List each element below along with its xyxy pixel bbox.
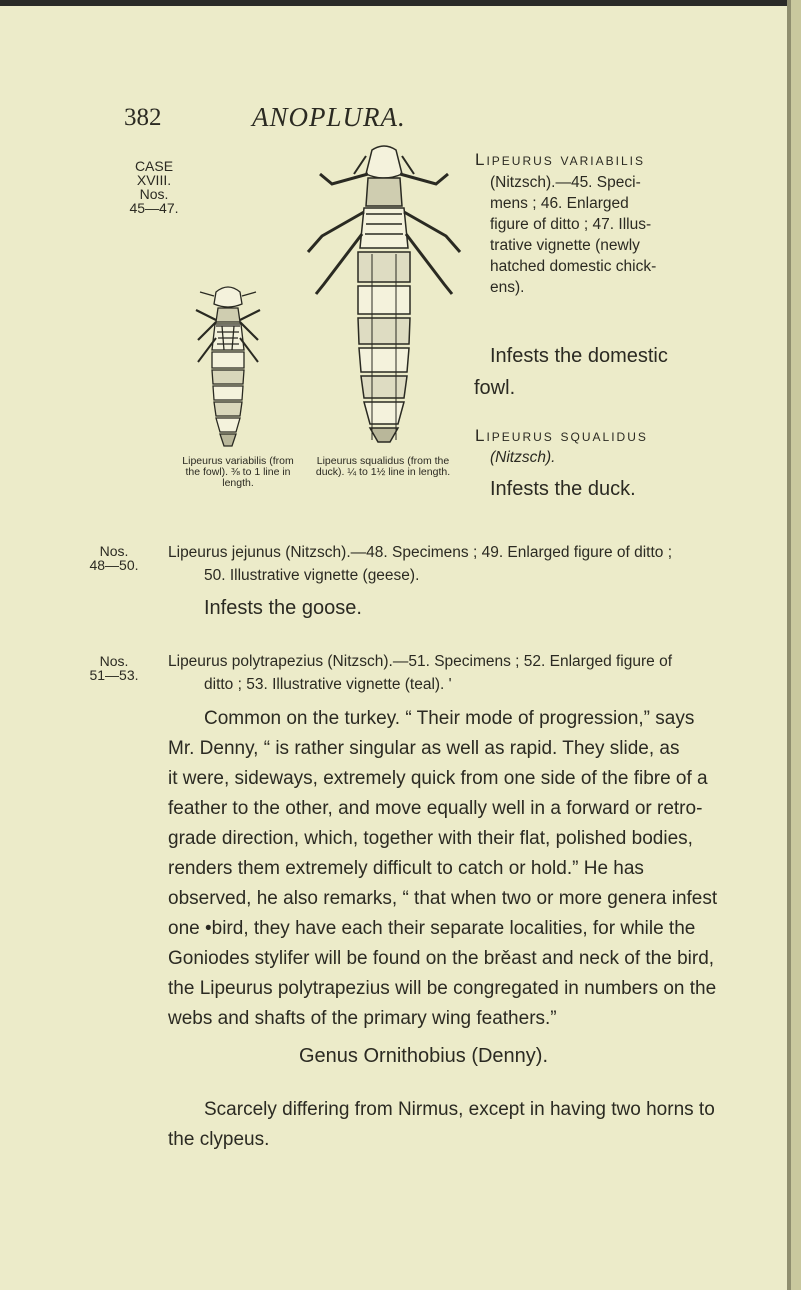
body-line: Goniodes stylifer will be found on the brěast and neck of the bird, (168, 948, 715, 969)
entry-polytrapezius-line1: Lipeurus polytrapezius (Nitzsch).—51. Specimens ; 52. Enlarged figure of (168, 653, 672, 670)
figure-caption-squalidus (310, 456, 456, 478)
margin-note-51-53 (88, 654, 140, 682)
entry-line: figure of ditto ; 47. Illus- (490, 216, 652, 233)
entry-jejunus-line1: Lipeurus jejunus (Nitzsch).—48. Specimens ; 49. Enlarged figure of ditto ; (168, 544, 673, 561)
lipeurus-variabilis-figure (188, 280, 268, 455)
body-line: Scarcely differing from Nirmus, except in having two horns to (204, 1099, 715, 1120)
body-line: grade direction, which, together with their flat, polished bodies, (168, 828, 693, 849)
margin-line: Nos. (99, 543, 129, 559)
caption-line: Lipeurus squalidus (from the (316, 455, 450, 467)
margin-line: Nos. (99, 653, 129, 669)
body-line: Common on the turkey. “ Their mode of progression,” says (204, 708, 695, 729)
margin-line: 48—50. (89, 557, 139, 573)
entry-line: (Nitzsch).—45. Speci- (490, 174, 641, 191)
body-line: renders them extremely difficult to catch or hold.” He has (168, 858, 644, 879)
margin-note-48-50 (88, 544, 140, 572)
margin-line: Nos. (139, 186, 169, 202)
body-line: Mr. Denny, “ is rather singular as well as rapid. They slide, as (168, 738, 680, 759)
entry-title-variabilis: Lipeurus variabilis (475, 150, 645, 169)
body-line: feather to the other, and move equally well in a forward or retro- (168, 798, 703, 819)
entry-author-squalidus: (Nitzsch). (490, 449, 556, 466)
entry-title-squalidus: Lipeurus squalidus (475, 426, 648, 445)
infests-variabilis-2: fowl. (474, 377, 516, 399)
genus-heading-ornithobius: Genus Ornithobius (Denny). (299, 1045, 549, 1067)
margin-note-case (126, 159, 182, 215)
running-head: ANOPLURA. (252, 102, 406, 132)
entry-text-variabilis (490, 172, 740, 298)
caption-line: duck). ¼ to 1½ line in length. (315, 466, 451, 478)
top-border (0, 0, 801, 6)
body-line: webs and shafts of the primary wing feathers.” (168, 1008, 557, 1029)
body-line: it were, sideways, extremely quick from one side of the fibre of a (168, 768, 708, 789)
body-line: one •bird, they have each their separate localities, for while the (168, 918, 696, 939)
ornithobius-paragraph (168, 1095, 736, 1155)
caption-line: the fowl). ⅜ to 1 line in length. (185, 466, 291, 489)
page-edge-shadow (787, 0, 791, 1290)
margin-line: CASE (134, 158, 174, 174)
entry-line: ens). (490, 279, 525, 296)
entry-line: hatched domestic chick- (490, 258, 657, 275)
entry-line: mens ; 46. Enlarged (490, 195, 629, 212)
entry-line: trative vignette (newly (490, 237, 640, 254)
body-line: the Lipeurus polytrapezius will be congregated in numbers on the (168, 978, 717, 999)
figure-caption-variabilis (172, 456, 304, 489)
infests-jejunus: Infests the goose. (204, 597, 362, 619)
polytrapezius-paragraph (168, 704, 736, 1034)
lipeurus-squalidus-figure (276, 144, 492, 448)
body-line: the clypeus. (168, 1129, 270, 1150)
margin-line: XVIII. (136, 172, 172, 188)
entry-polytrapezius-line2: ditto ; 53. Illustrative vignette (teal). ' (204, 676, 452, 693)
entry-jejunus-line2: 50. Illustrative vignette (geese). (204, 567, 420, 584)
margin-line: 45—47. (129, 200, 179, 216)
infests-variabilis-1: Infests the domestic (490, 345, 668, 367)
page-number: 382 (124, 104, 162, 131)
infests-squalidus: Infests the duck. (490, 478, 636, 500)
margin-line: 51—53. (89, 667, 139, 683)
caption-line: Lipeurus variabilis (from (182, 455, 294, 467)
body-line: observed, he also remarks, “ that when two or more genera infest (168, 888, 718, 909)
